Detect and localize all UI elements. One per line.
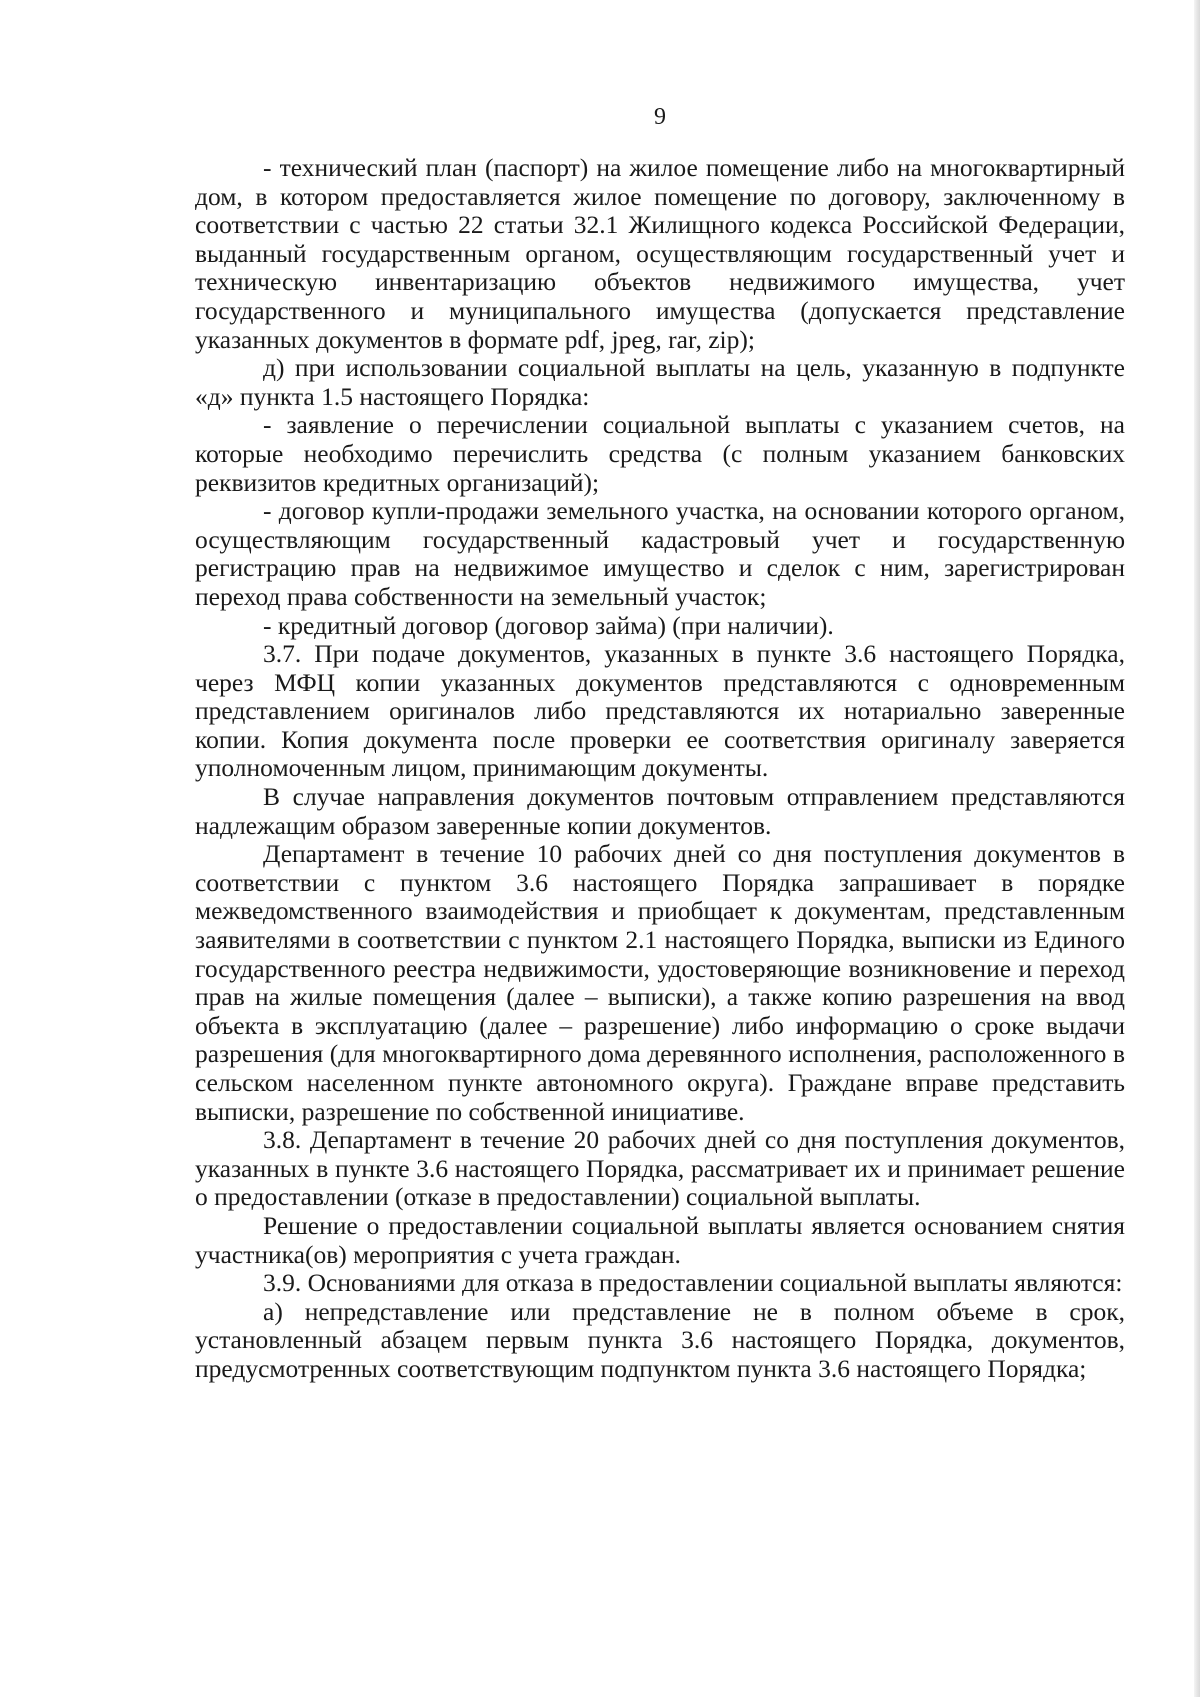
paragraph-decision-basis: Решение о предоставлении социальной выплаты является основанием снятия участника(ов) мероприятия с учета граждан. <box>195 1210 1125 1269</box>
paragraph-subitem-d: д) при использовании социальной выплаты на цель, указанную в подпункте «д» пункта 1.5 настоящего Порядка: <box>195 353 1125 411</box>
paragraph-postal-submission: В случае направления документов почтовым отправлением представляются надлежащим образом заверенные копии документов. <box>195 782 1125 840</box>
paragraph-land-purchase-contract: - договор купли-продажи земельного участка, на основании которого органом, осуществляющим государственный кадастровый учет и государственную регистрацию прав на недвижимое имущество и сделок с ним, зарегистрирован переход права собственности на земельный участок; <box>195 496 1125 611</box>
paragraph-section-3-7: 3.7. При подаче документов, указанных в пункте 3.6 настоящего Порядка, через МФЦ копии указанных документов представляются с одновременным представлением оригиналов либо представляются их нотариально заверенные копии. Копия документа после проверки ее соответствия оригиналу заверяется уполномоченным лицом, принимающим документы. <box>195 639 1125 783</box>
document-body <box>195 154 1125 1384</box>
paragraph-technical-plan: - технический план (паспорт) на жилое помещение либо на многоквартирный дом, в котором предоставляется жилое помещение по договору, заключенному в соответствии с частью 22 статьи 32.1 Жилищного кодекса Российской Федерации, выданный государственным органом, осуществляющим государственный учет и техническую инвентаризацию объектов недвижимого имущества, учет государственного и муниципального имущества (допускается представление указанных документов в формате pdf, jpeg, rar, zip); <box>195 153 1125 354</box>
page-number: 9 <box>654 104 666 130</box>
paragraph-credit-agreement: - кредитный договор (договор займа) (при наличии). <box>263 610 834 640</box>
page-edge-shadow <box>1194 0 1200 1697</box>
paragraph-subitem-a: а) непредставление или представление не в полном объеме в срок, установленный абзацем первым пункта 3.6 настоящего Порядка, документов, предусмотренных соответствующим подпунктом пункта 3.6 настоящего Порядка; <box>195 1296 1125 1383</box>
paragraph-section-3-9: 3.9. Основаниями для отказа в предоставлении социальной выплаты являются: <box>263 1268 1123 1298</box>
paragraph-transfer-application: - заявление о перечислении социальной выплаты с указанием счетов, на которые необходимо перечислить средства (с полным указанием банковских реквизитов кредитных организаций); <box>195 410 1125 497</box>
paragraph-section-3-8: 3.8. Департамент в течение 20 рабочих дней со дня поступления документов, указанных в пункте 3.6 настоящего Порядка, рассматривает их и принимает решение о предоставлении (отказе в предоставлении) социальной выплаты. <box>195 1125 1125 1212</box>
paragraph-department-request: Департамент в течение 10 рабочих дней со дня поступления документов в соответствии с пунктом 3.6 настоящего Порядка запрашивает в порядке межведомственного взаимодействия и приобщает к документам, представленным заявителями в соответствии с пунктом 2.1 настоящего Порядка, выписки из Единого государственного реестра недвижимости, удостоверяющие возникновение и переход прав на жилые помещения (далее – выписки), а также копию разрешения на ввод объекта в эксплуатацию (далее – разрешение) либо информацию о сроке выдачи разрешения (для многоквартирного дома деревянного исполнения, расположенного в сельском населенном пункте автономного округа). Граждане вправе представить выписки, разрешение по собственной инициативе. <box>195 839 1125 1126</box>
